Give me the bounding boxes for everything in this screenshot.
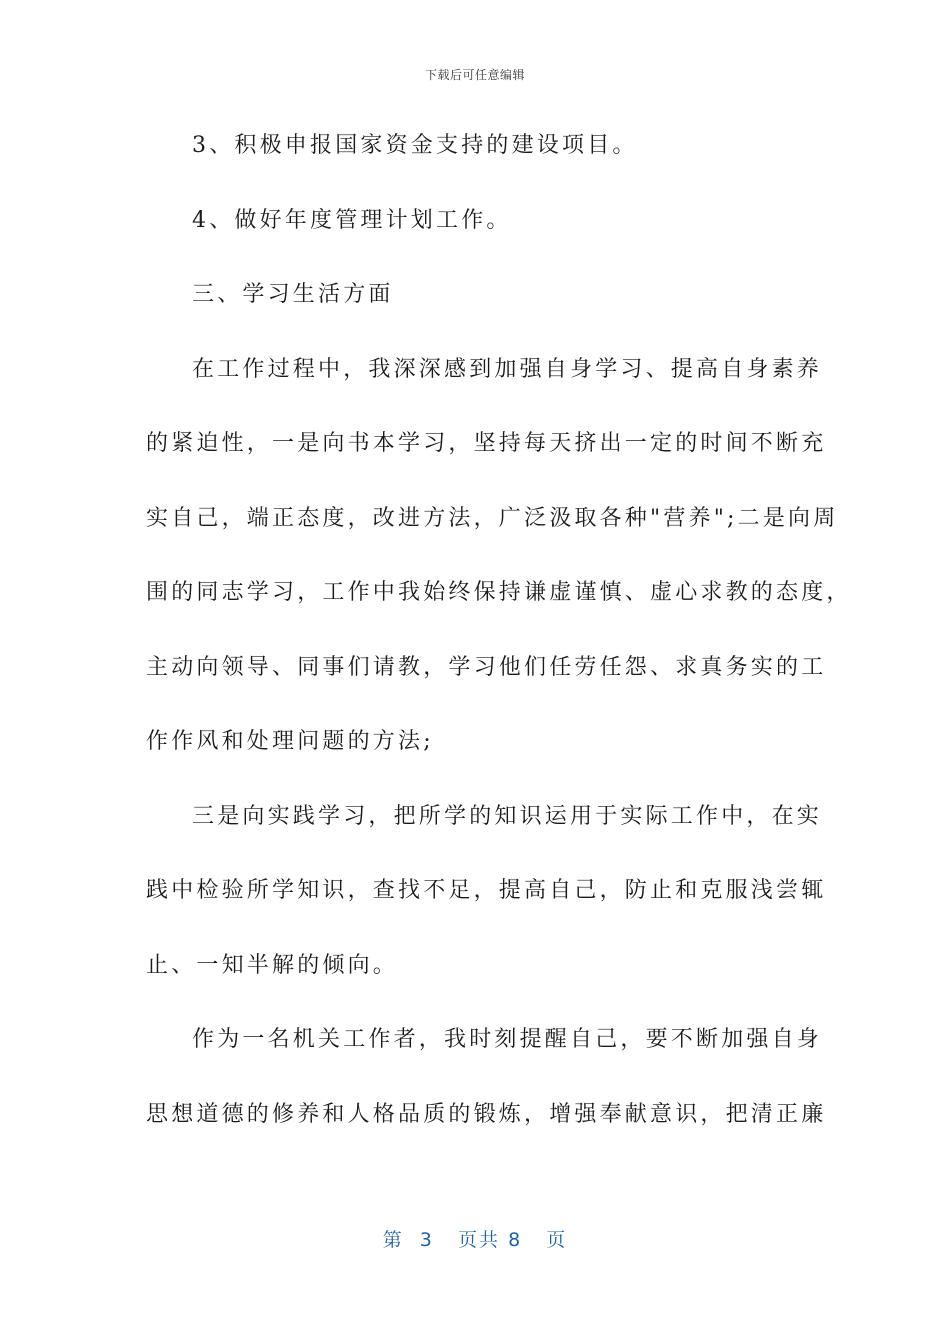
section-heading: 三、学习生活方面	[192, 282, 394, 307]
paragraph-line: 三是向实践学习，把所学的知识运用于实际工作中，在实	[192, 803, 823, 829]
footer-middle: 页共	[458, 1229, 501, 1251]
paragraph-line: 作作风和处理问题的方法;	[146, 729, 434, 754]
page-header: 下载后可任意编辑	[424, 68, 525, 82]
footer-prefix: 第	[382, 1229, 404, 1251]
paragraph-line: 实自己，端正态度，改进方法，广泛汲取各种"营养";二是向周	[146, 505, 839, 531]
paragraph-line: 在工作过程中，我深深感到加强自身学习、提高自身素养	[192, 356, 823, 382]
paragraph-line: 3、积极申报国家资金支持的建设项目。	[192, 133, 638, 158]
paragraph-line: 的紧迫性，一是向书本学习，坚持每天挤出一定的时间不断充	[146, 431, 827, 456]
footer-suffix: 页	[546, 1229, 568, 1251]
total-pages-number: 8	[508, 1229, 523, 1251]
paragraph-line: 作为一名机关工作者，我时刻提醒自己，要不断加强自身	[192, 1027, 823, 1052]
paragraph-line: 思想道德的修养和人格品质的锻炼，增强奉献意识，把清正廉	[146, 1101, 827, 1127]
current-page-number: 3	[419, 1229, 434, 1251]
paragraph-line: 止、一知半解的倾向。	[146, 952, 399, 978]
document-body	[146, 124, 852, 1167]
paragraph-line: 围的同志学习，工作中我始终保持谦虚谨慎、虚心求教的态度，	[146, 580, 852, 605]
paragraph-line: 4、做好年度管理计划工作。	[192, 207, 512, 233]
paragraph-line: 践中检验所学知识，查找不足，提高自己，防止和克服浅尝辄	[146, 878, 827, 903]
page-footer	[0, 1225, 950, 1252]
paragraph-line: 主动向领导、同事们请教，学习他们任劳任怨、求真务实的工	[146, 654, 827, 680]
